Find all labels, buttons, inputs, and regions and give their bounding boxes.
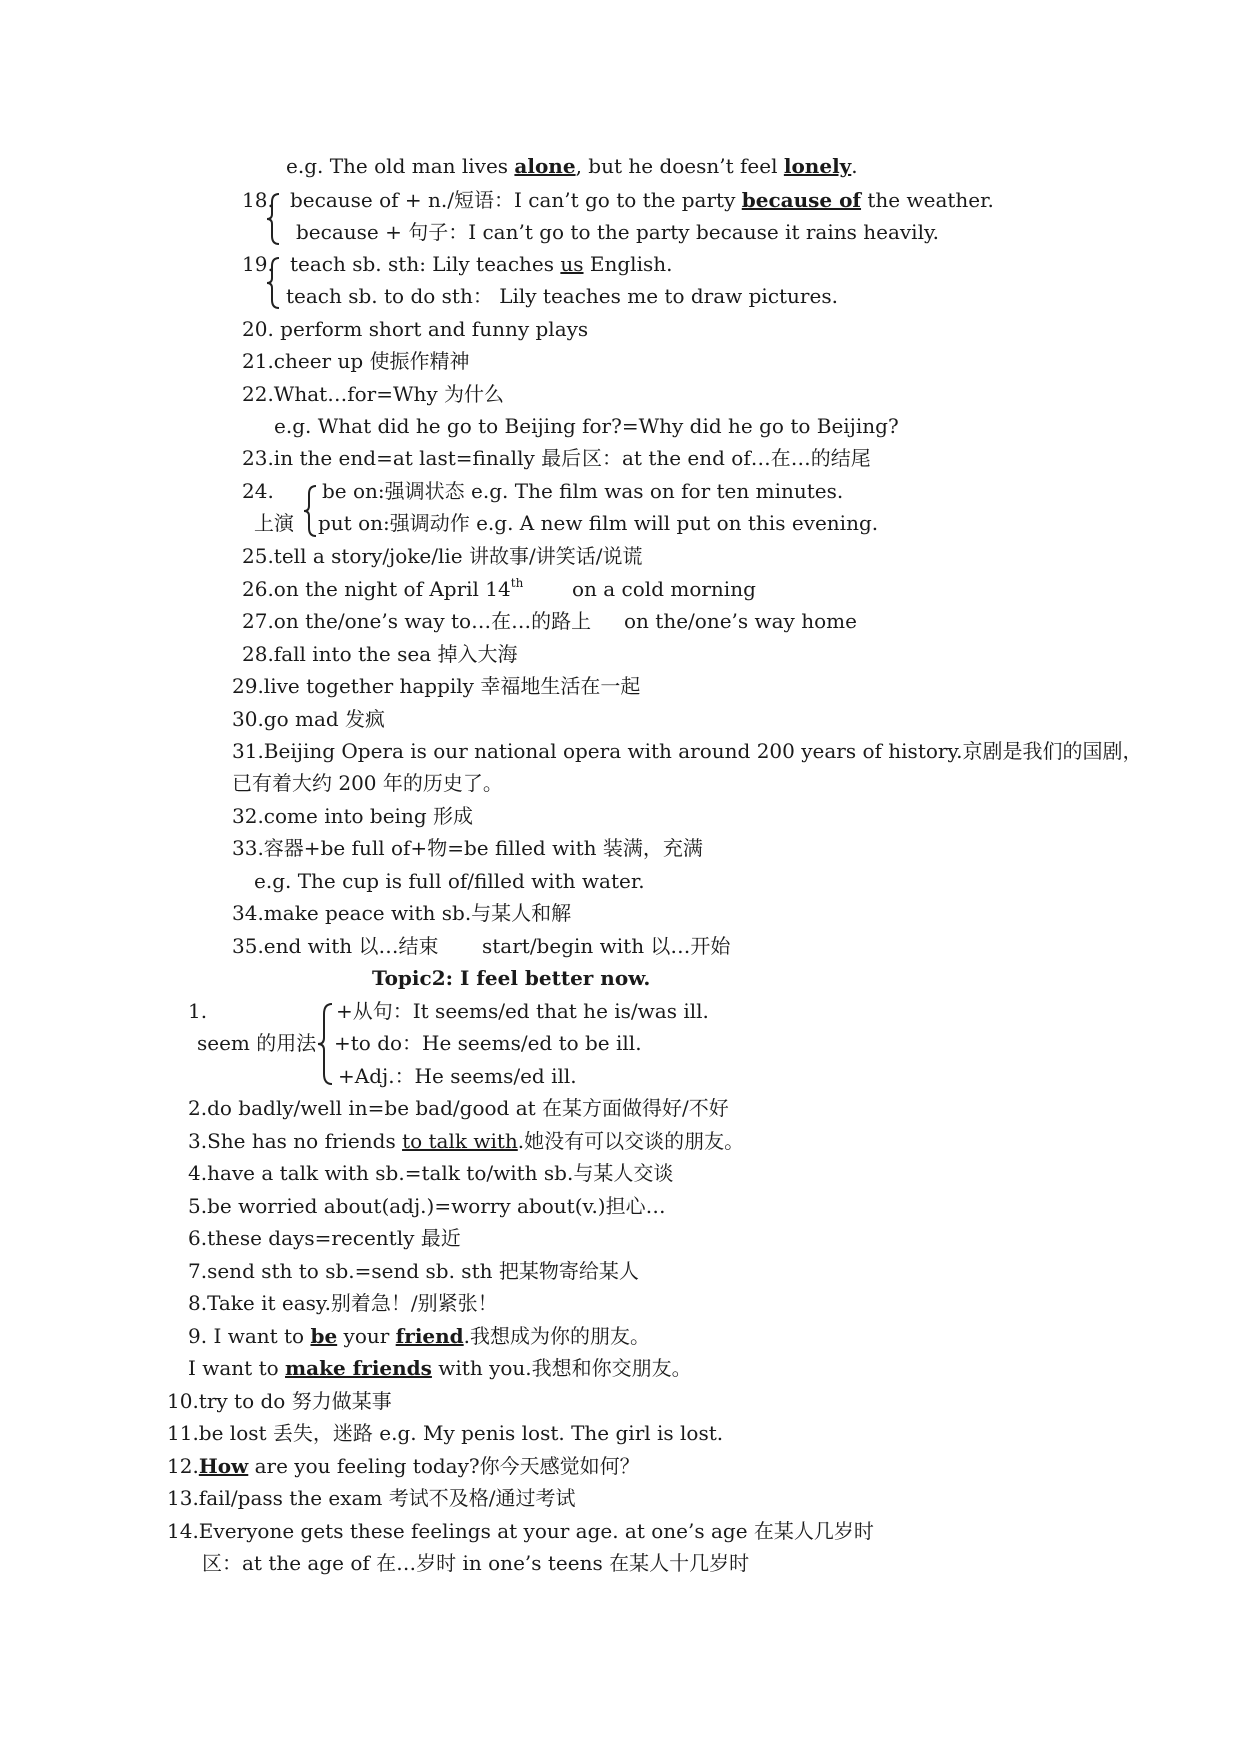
item-23: 23.in the end=at last=finally 最后 bbox=[242, 446, 582, 470]
t2-item-14: 14.Everyone gets these feelings at your age. at one’s age 在某人几岁时 bbox=[167, 1519, 874, 1543]
key-word: to talk with bbox=[402, 1129, 518, 1153]
item-35: 35.end with 以…结束 bbox=[232, 934, 439, 958]
item-26-note: on a cold morning bbox=[572, 577, 756, 601]
t2-item-5: 5.be worried about(adj.)=worry about(v.)担心… bbox=[188, 1194, 666, 1218]
item-19-number: 19. bbox=[242, 252, 274, 276]
t2-item-2: 2.do badly/well in=be bad/good at 在某方面做得好/不好 bbox=[188, 1096, 729, 1120]
t2-item-1-line-1: +从句：It seems/ed that he is/was ill. bbox=[336, 999, 709, 1023]
t2-item-10: 10.try to do 努力做某事 bbox=[167, 1389, 392, 1413]
t2-item-11: 11.be lost 丢失，迷路 e.g. My penis lost. The girl is lost. bbox=[167, 1421, 724, 1445]
item-20: 20. perform short and funny plays bbox=[242, 317, 589, 341]
brace-icon bbox=[316, 1002, 334, 1086]
key-word: friend bbox=[395, 1324, 464, 1348]
t2-item-8: 8.Take it easy.别着急！/别紧张！ bbox=[188, 1291, 498, 1315]
example-line: e.g. The old man lives alone, but he doesn’t feel lonely. bbox=[286, 154, 858, 178]
item-21: 21.cheer up 使振作精神 bbox=[242, 349, 470, 373]
t2-item-1-number: 1. bbox=[188, 999, 208, 1023]
item-27-note: on the/one’s way home bbox=[624, 609, 857, 633]
section-title: Topic2: I feel better now. bbox=[372, 966, 651, 990]
item-18-number: 18. bbox=[242, 188, 274, 212]
t2-item-7: 7.send sth to sb.=send sb. sth 把某物寄给某人 bbox=[188, 1259, 639, 1283]
item-22-example: e.g. What did he go to Beijing for?=Why did he go to Beijing? bbox=[274, 414, 899, 438]
t2-item-1-subject: seem 的用法 bbox=[197, 1031, 317, 1055]
key-word: How bbox=[198, 1454, 249, 1478]
brace-icon bbox=[265, 192, 281, 246]
item-33: 33.容器+be full of+物=be filled with 装满，充满 bbox=[232, 836, 703, 860]
t2-item-9-cont: I want to make friends with you.我想和你交朋友。 bbox=[188, 1356, 692, 1380]
item-26: 26.on the night of April 14th bbox=[242, 576, 524, 601]
item-24-subject: 上演 bbox=[254, 511, 294, 535]
item-25: 25.tell a story/joke/lie 讲故事/讲笑话/说谎 bbox=[242, 544, 643, 568]
item-24-number: 24. bbox=[242, 479, 274, 503]
t2-item-6: 6.these days=recently 最近 bbox=[188, 1226, 461, 1250]
item-29: 29.live together happily 幸福地生活在一起 bbox=[232, 674, 641, 698]
key-word: alone bbox=[514, 154, 576, 178]
item-31: 31.Beijing Opera is our national opera with around 200 years of history.京剧是我们的国剧， bbox=[232, 739, 1143, 763]
item-35-note: start/begin with 以…开始 bbox=[482, 934, 731, 958]
item-30: 30.go mad 发疯 bbox=[232, 707, 386, 731]
key-word: us bbox=[560, 252, 584, 276]
brace-icon bbox=[265, 256, 281, 310]
item-31-cont: 已有着大约 200 年的历史了。 bbox=[232, 771, 503, 795]
item-22: 22.What…for=Why 为什么 bbox=[242, 382, 505, 406]
item-34: 34.make peace with sb.与某人和解 bbox=[232, 901, 572, 925]
item-18-line-1: because of + n./短语：I can’t go to the party because of the weather. bbox=[290, 188, 994, 212]
key-word: because of bbox=[741, 188, 862, 212]
item-18-line-2: because + 句子：I can’t go to the party because it rains heavily. bbox=[296, 220, 939, 244]
t2-item-14-note: 区：at the age of 在…岁时 in one’s teens 在某人十几岁时 bbox=[202, 1551, 750, 1575]
item-28: 28.fall into the sea 掉入大海 bbox=[242, 642, 518, 666]
key-word: make friends bbox=[285, 1356, 432, 1380]
key-word: lonely bbox=[783, 154, 852, 178]
item-23-note: 区：at the end of…在…的结尾 bbox=[582, 446, 871, 470]
t2-item-1-line-3: +Adj.：He seems/ed ill. bbox=[338, 1064, 577, 1088]
t2-item-13: 13.fail/pass the exam 考试不及格/通过考试 bbox=[167, 1486, 576, 1510]
brace-icon bbox=[302, 484, 318, 538]
item-32: 32.come into being 形成 bbox=[232, 804, 473, 828]
t2-item-1-line-2: +to do：He seems/ed to be ill. bbox=[334, 1031, 642, 1055]
item-27: 27.on the/one’s way to…在…的路上 bbox=[242, 609, 592, 633]
item-33-example: e.g. The cup is full of/filled with water. bbox=[254, 869, 645, 893]
t2-item-9: 9. I want to be your friend.我想成为你的朋友。 bbox=[188, 1324, 651, 1348]
key-word: be bbox=[310, 1324, 338, 1348]
t2-item-4: 4.have a talk with sb.=talk to/with sb.与某人交谈 bbox=[188, 1161, 674, 1185]
t2-item-3: 3.She has no friends to talk with.她没有可以交谈的朋友。 bbox=[188, 1129, 745, 1153]
item-24-line-1: be on:强调状态 e.g. The film was on for ten minutes. bbox=[322, 479, 844, 503]
item-19-line-2: teach sb. to do sth： Lily teaches me to draw pictures. bbox=[286, 284, 838, 308]
item-24-line-2: put on:强调动作 e.g. A new film will put on this evening. bbox=[318, 511, 879, 535]
t2-item-12: 12.How are you feeling today?你今天感觉如何？ bbox=[167, 1454, 640, 1478]
item-19-line-1: teach sb. sth: Lily teaches us English. bbox=[290, 252, 673, 276]
